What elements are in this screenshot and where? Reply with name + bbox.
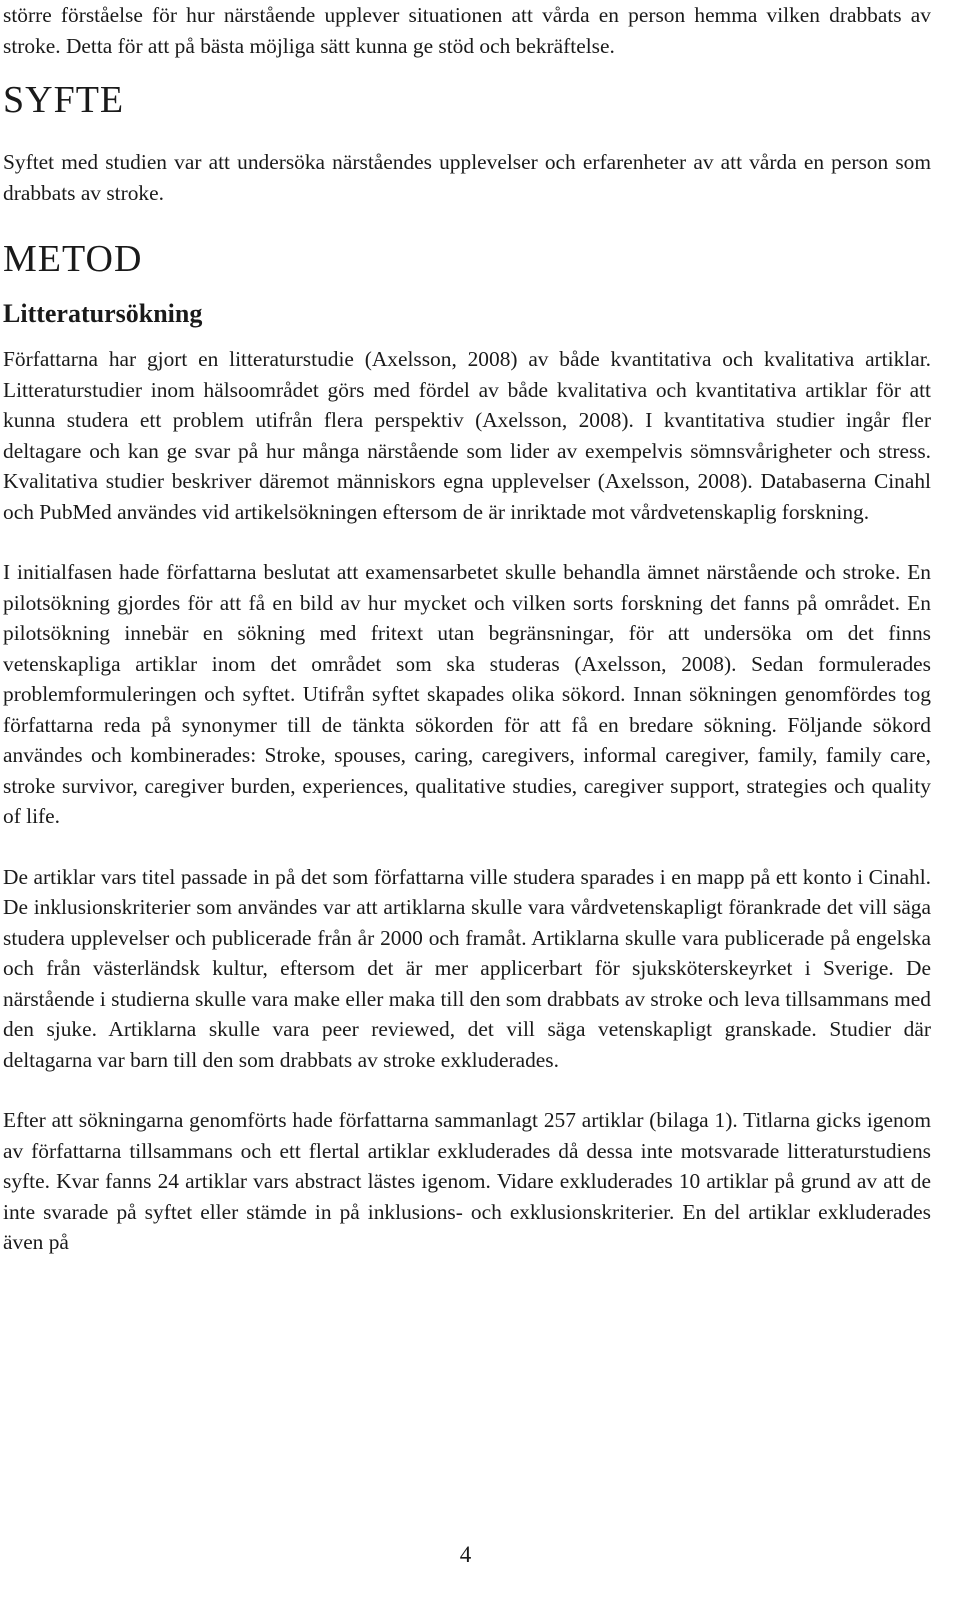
syfte-heading: SYFTE bbox=[3, 79, 125, 121]
document-page bbox=[3, 0, 931, 1258]
page-number: 4 bbox=[459, 1542, 472, 1567]
metod-paragraph-2: I initialfasen hade författarna beslutat att examensarbetet skulle behandla ämnet närstående och stroke. En pilotsökning gjordes för att få en bild av hur mycket och vilken sorts forskning det fanns på området. En pilotsökning innebär en sökning med fritext utan begränsningar, för att undersöka om det finns vetenskapliga artiklar inom det området som ska studeras (Axelsson, 2008). Sedan formulerades problemformuleringen och syftet. Utifrån syftet skapades olika sökord. Innan sökningen genomfördes tog författarna reda på synonymer till de tänkta sökorden för att få en bredare sökning. Följande sökord användes och kombinerades: Stroke, spouses, caring, caregivers, informal caregiver, family, family care, stroke survivor, caregiver burden, experiences, qualitative studies, caregiver support, strategies och quality of life. bbox=[3, 560, 931, 828]
metod-paragraph-1: Författarna har gjort en litteraturstudie (Axelsson, 2008) av både kvantitativa och kvalitativa artiklar. Litteraturstudier inom hälsoområdet görs med fördel av både kvalitativa och kvantitativa artiklar för att kunna studera ett problem utifrån flera perspektiv (Axelsson, 2008). I kvantitativa studier ingår fler deltagare och kan ge svar på hur många närstående som lider av exempelvis sömnsvårigheter och stress. Kvalitativa studier beskriver däremot människors egna upplevelser (Axelsson, 2008). Databaserna Cinahl och PubMed användes vid artikelsökningen eftersom de är inriktade mot vårdvetenskaplig forskning. bbox=[3, 347, 931, 524]
syfte-paragraph: Syftet med studien var att undersöka närståendes upplevelser och erfarenheter av att vårda en person som drabbats av stroke. bbox=[3, 150, 931, 205]
intro-paragraph: större förståelse för hur närstående upplever situationen att vårda en person hemma vilken drabbats av stroke. Detta för att på bästa möjliga sätt kunna ge stöd och bekräftelse. bbox=[3, 3, 931, 58]
metod-paragraph-3: De artiklar vars titel passade in på det som författarna ville studera sparades i en mapp på ett konto i Cinahl. De inklusionskriterier som användes var att artiklarna skulle vara vårdvetenskapligt förankrade det vill säga studera upplevelser och publicerade från år 2000 och framåt. Artiklarna skulle vara publicerade på engelska och från västerländsk kultur, eftersom det är mer applicerbart för sjuksköterskeyrket i Sverige. De närstående i studierna skulle vara make eller maka till den som drabbats av stroke och leva tillsammans med den sjuke. Artiklarna skulle vara peer reviewed, det vill säga vetenskapligt granskade. Studier där deltagarna var barn till den som drabbats av stroke exkluderades. bbox=[3, 864, 931, 1072]
metod-paragraph-4: Efter att sökningarna genomförts hade författarna sammanlagt 257 artiklar (bilaga 1). Titlarna gicks igenom av författarna tillsammans och ett flertal artiklar exkluderades då dessa inte motsvarade litteraturstudiens syfte. Kvar fanns 24 artiklar vars abstract lästes igenom. Vidare exkluderades 10 artiklar på grund av att de inte svarade på syftet eller stämde in på inklusions- och exklusionskriterier. En del artiklar exkluderades även på bbox=[3, 1108, 931, 1254]
metod-heading: METOD bbox=[3, 238, 143, 280]
litteratursokning-subheading: Litteratursökning bbox=[3, 299, 203, 328]
